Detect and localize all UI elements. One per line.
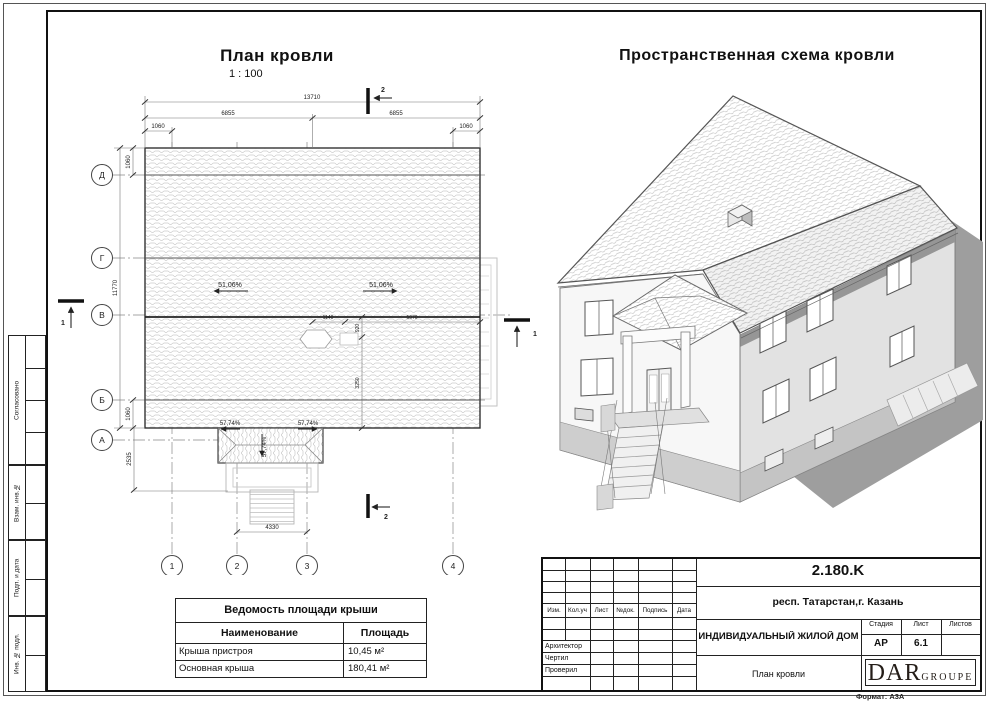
rev-col-izm: Изм. — [547, 607, 561, 614]
dim-porch-width: 4330 — [265, 525, 279, 531]
dim-eave-left: 1060 — [151, 124, 165, 130]
slope-label-porch-right: 57,74% — [297, 421, 319, 427]
grid-col-label: 1 — [169, 561, 175, 571]
sheets-label: Листов — [949, 621, 972, 628]
dim-eave-bottom: 1060 — [126, 407, 132, 421]
stamp-label: Инв. № подл. — [13, 633, 21, 675]
sheet-label: Лист — [913, 621, 929, 628]
role-architect: Архитектор — [545, 643, 582, 650]
slope-label-porch-left: 57,74% — [219, 421, 241, 427]
grid-row-label: В — [99, 310, 105, 320]
stage-value: АР — [874, 638, 888, 649]
grid-col-label: 3 — [304, 561, 310, 571]
iso-title: Пространственная схема кровли — [619, 47, 895, 64]
row-value: 180,41 м² — [348, 663, 390, 674]
grid-col-label: 2 — [234, 561, 240, 571]
format-note: Формат: А3А — [856, 692, 905, 701]
row-name: Основная крыша — [176, 661, 344, 677]
grid-col-label: 4 — [450, 561, 456, 571]
rev-col-koluch: Кол.уч — [568, 607, 587, 614]
main-roof — [145, 148, 480, 428]
rev-col-data: Дата — [677, 607, 691, 614]
company-logo — [865, 659, 976, 686]
sheet-value: 6.1 — [914, 638, 928, 649]
grid-row-label: Д — [99, 170, 105, 180]
table-row — [176, 661, 426, 677]
dim-top-total: 13710 — [303, 95, 321, 101]
dim-porch-depth: 2535 — [127, 452, 133, 466]
project-location: респ. Татарстан,г. Казань — [772, 596, 904, 608]
porch-roof — [218, 428, 323, 463]
stamp-label: Согласовано — [13, 380, 21, 420]
dim-ridge-1: 1140 — [322, 315, 334, 321]
dim-eave-right: 1060 — [459, 124, 473, 130]
dim-eave-top: 1060 — [126, 155, 132, 169]
grid-row-label: Б — [99, 395, 105, 405]
grid-row-label: А — [99, 435, 105, 445]
dim-ridge-2: 5970 — [406, 315, 418, 321]
title-block — [541, 557, 982, 692]
areas-table-title: Ведомость площади крыши — [176, 599, 426, 623]
document-code: 2.180.K — [811, 562, 865, 579]
slope-label-main-left: 51,06% — [218, 282, 242, 289]
plan-scale: 1 : 100 — [229, 68, 263, 80]
rev-col-ndok: №док. — [616, 607, 635, 614]
dim-side-total: 11770 — [113, 279, 119, 297]
slope-label-porch-center: 57,74% — [262, 436, 268, 458]
iso-view-drawing — [535, 70, 985, 515]
roof-plan-drawing — [40, 30, 540, 575]
dim-dormer-1: 920 — [355, 323, 361, 333]
row-value: 10,45 м² — [348, 646, 385, 657]
areas-col-name: Наименование — [176, 623, 344, 643]
rev-col-podpis: Подпись — [642, 607, 668, 614]
grid-row-label: Г — [99, 253, 105, 263]
section-label-top: 2 — [381, 87, 385, 94]
dim-top-half-right: 6855 — [389, 111, 403, 117]
drawing-name: План кровли — [752, 669, 805, 679]
slope-label-main-right: 51,06% — [369, 282, 393, 289]
row-name: Крыша пристроя — [176, 644, 344, 660]
areas-col-area: Площадь — [360, 627, 410, 639]
rev-col-list: Лист — [594, 607, 609, 614]
dim-dormer-2: 3250 — [355, 377, 361, 389]
logo-main: DAR — [867, 660, 922, 686]
stamp-box-inv — [8, 616, 46, 692]
section-label-right: 1 — [533, 331, 537, 338]
role-checker: Проверил — [545, 667, 578, 674]
project-name: ИНДИВИДУАЛЬНЫЙ ЖИЛОЙ ДОМ — [698, 631, 859, 642]
roof-areas-table — [175, 598, 427, 678]
stage-label: Стадия — [869, 621, 893, 628]
table-row — [176, 644, 426, 661]
stamp-label: Взам. инв.№ — [13, 483, 21, 522]
section-label-bottom: 2 — [384, 514, 388, 521]
porch-stairs-plan — [226, 463, 318, 524]
role-drafter: Чертил — [545, 655, 569, 662]
dim-top-half-left: 6855 — [221, 111, 235, 117]
section-label-left: 1 — [61, 320, 65, 327]
plan-title: План кровли — [220, 46, 334, 65]
stamp-label: Подп. и дата — [13, 558, 21, 598]
logo-sub: GROUPE — [921, 672, 974, 683]
